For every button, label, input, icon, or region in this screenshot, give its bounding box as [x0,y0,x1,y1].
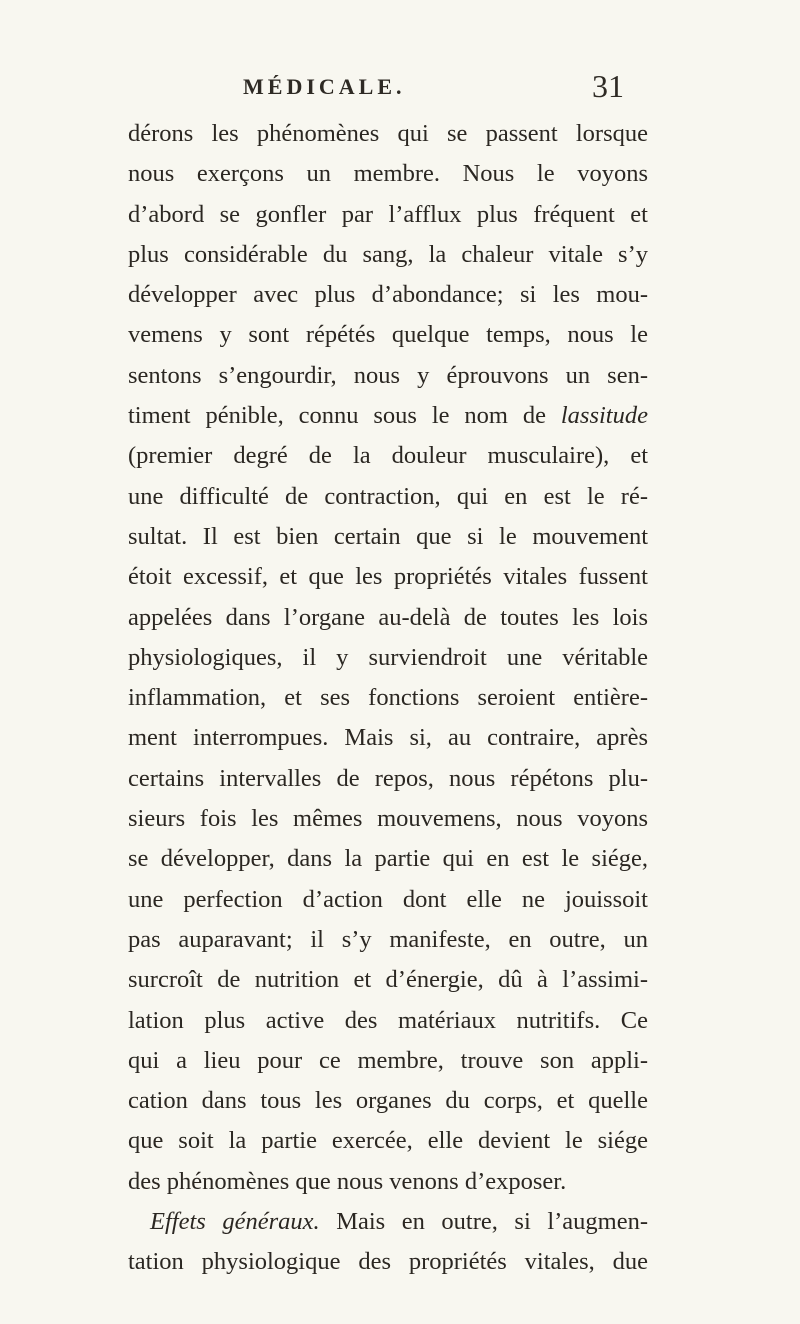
text-line: développer avec plus d’abondance; si les mou- [128,281,648,309]
text-line: surcroît de nutrition et d’énergie, dû à l’assimi- [128,966,648,994]
body-text [128,114,648,1283]
text-line: étoit excessif, et que les propriétés vitales fussent [128,563,648,591]
text-line: se développer, dans la partie qui en est le siége, [128,845,648,873]
text-line: dérons les phénomènes qui se passent lorsque [128,120,648,147]
text-line: lation plus active des matériaux nutritifs. Ce [128,1006,648,1034]
running-title: MÉDICALE. [243,74,406,99]
text-line: appelées dans l’organe au-delà de toutes les lois [128,603,648,631]
italic-heading-effets-generaux: Effets généraux. [150,1208,320,1236]
text-line: physiologiques, il y surviendroit une véritable [128,643,648,671]
text-line: des phénomènes que nous venons d’exposer. [128,1167,567,1195]
text-line: inflammation, et ses fonctions seroient entière- [128,684,648,712]
text-line: certains intervalles de repos, nous répétons plu- [128,764,648,792]
text-line: d’abord se gonfler par l’afflux plus fréquent et [128,200,648,228]
text-line: nous exerçons un membre. Nous le voyons [128,160,648,188]
text-line: pas auparavant; il s’y manifeste, en outre, un [128,925,648,953]
text-line: une perfection d’action dont elle ne jouissoit [128,885,648,913]
text-line: sentons s’engourdir, nous y éprouvons un sen- [128,361,648,389]
text-line: plus considérable du sang, la chaleur vitale s’y [128,240,648,268]
page-number: 31 [592,68,624,104]
text-line: sultat. Il est bien certain que si le mouvement [128,522,648,550]
text-line: qui a lieu pour ce membre, trouve son appli- [128,1046,648,1074]
text-line: une difficulté de contraction, qui en est le ré- [128,482,648,510]
running-header [0,70,800,110]
text-line [128,396,648,436]
text-segment: timent pénible, connu sous le nom de [128,402,561,430]
text-line: tation physiologique des propriétés vitales, due [128,1248,648,1276]
text-segment: Mais en outre, si l’augmen- [319,1208,648,1236]
text-line: sieurs fois les mêmes mouvemens, nous voyons [128,805,648,833]
text-line: ment interrompues. Mais si, au contraire, après [128,724,648,752]
text-line: vemens y sont répétés quelque temps, nous le [128,321,648,349]
italic-term-lassitude: lassitude [560,402,648,430]
text-line: cation dans tous les organes du corps, et quelle [128,1087,648,1115]
text-line: que soit la partie exercée, elle devient le siége [128,1127,648,1155]
text-line: (premier degré de la douleur musculaire), et [128,442,648,470]
text-line [128,1202,648,1242]
